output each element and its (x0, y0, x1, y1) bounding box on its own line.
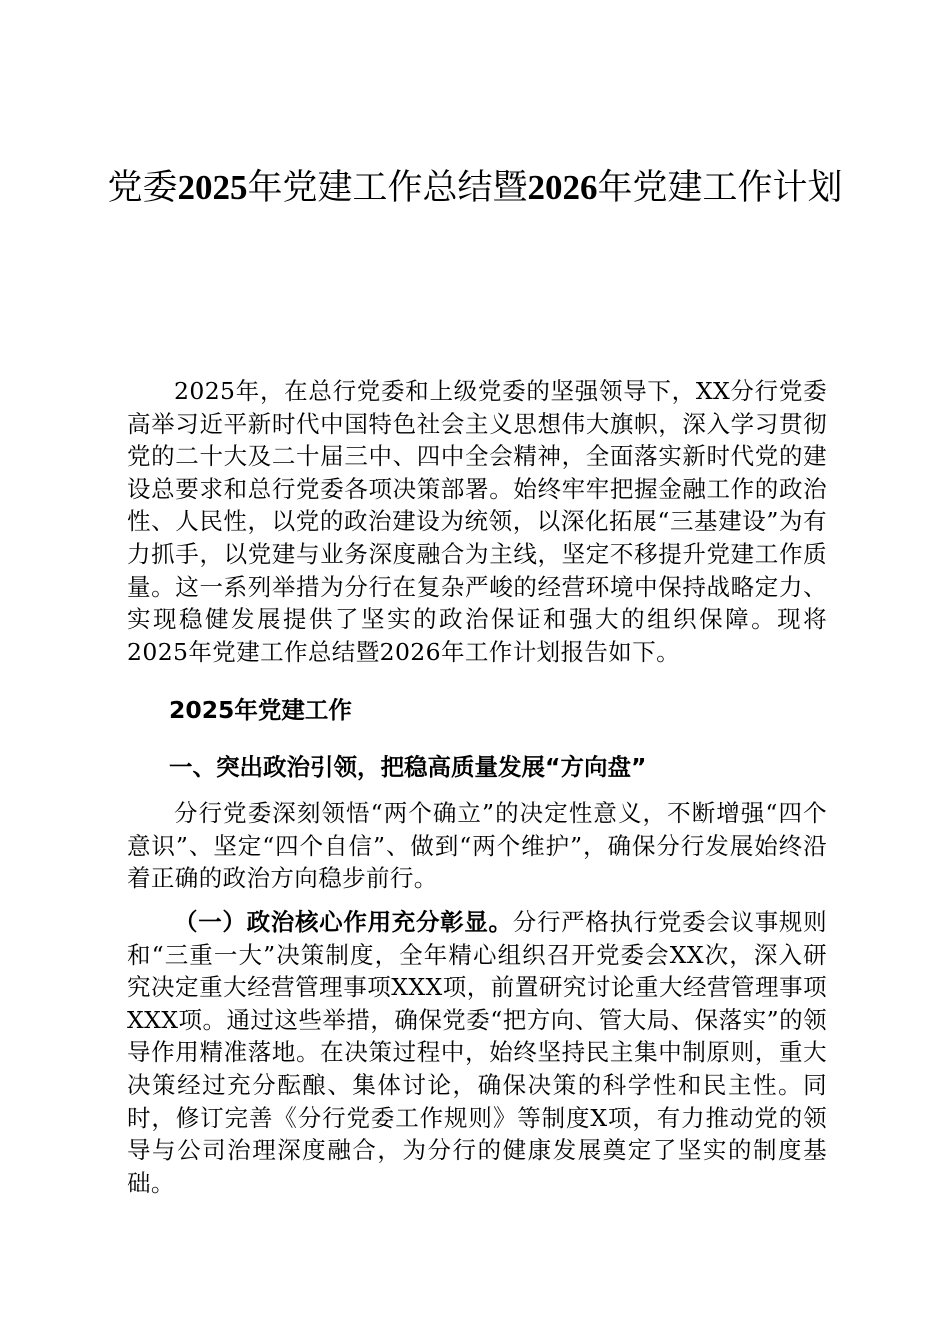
title-part-1: 党委 (107, 168, 178, 208)
subsection-one-text: 分行严格执行党委会议事规则和“三重一大”决策制度，全年精心组织召开党委会XX次，深入研究决定重大经营管理事项XXX项，前置研究讨论重大经营管理事项XXX项。通过这些举措，确保党委“把方向、管大局、保落实”的领导作用精准落地。在决策过程中，始终坚持民主集中制原则，重大决策经过充分酝酿、集体讨论，确保决策的科学性和民主性。同时，修订完善《分行党委工作规则》等制度X项，有力推动党的领导与公司治理深度融合，为分行的健康发展奠定了坚实的制度基础。 (127, 908, 827, 1197)
title-part-2: 年党建工作总结暨 (247, 168, 528, 208)
title-part-3: 年党建工作计划 (597, 168, 843, 208)
section-one-heading: 一、突出政治引领，把稳高质量发展“方向盘” (169, 753, 647, 781)
section-one-paragraph: 分行党委深刻领悟“两个确立”的决定性意义，不断增强“四个意识”、坚定“四个自信”、做到“两个维护”，确保分行发展始终沿着正确的政治方向稳步前行。 (127, 799, 827, 893)
subsection-one-lead: （一）政治核心作用充分彰显。 (174, 908, 513, 936)
title-year-1: 2025 (177, 168, 248, 207)
document-title (100, 164, 850, 212)
section-year-heading: 2025年党建工作 (169, 696, 352, 724)
intro-paragraph: 2025年，在总行党委和上级党委的坚强领导下，XX分行党委高举习近平新时代中国特色社会主义思想伟大旗帜，深入学习贯彻党的二十大及二十届三中、四中全会精神，全面落实新时代党的建设总要求和总行党委各项决策部署。始终牢牢把握金融工作的政治性、人民性，以党的政治建设为统领，以深化拓展“三基建设”为有力抓手，以党建与业务深度融合为主线，坚定不移提升党建工作质量。这一系列举措为分行在复杂严峻的经营环境中保持战略定力、实现稳健发展提供了坚实的政治保证和强大的组织保障。现将2025年党建工作总结暨2026年工作计划报告如下。 (127, 377, 827, 666)
title-year-2: 2026 (527, 168, 598, 207)
subsection-one-paragraph (127, 906, 827, 1199)
